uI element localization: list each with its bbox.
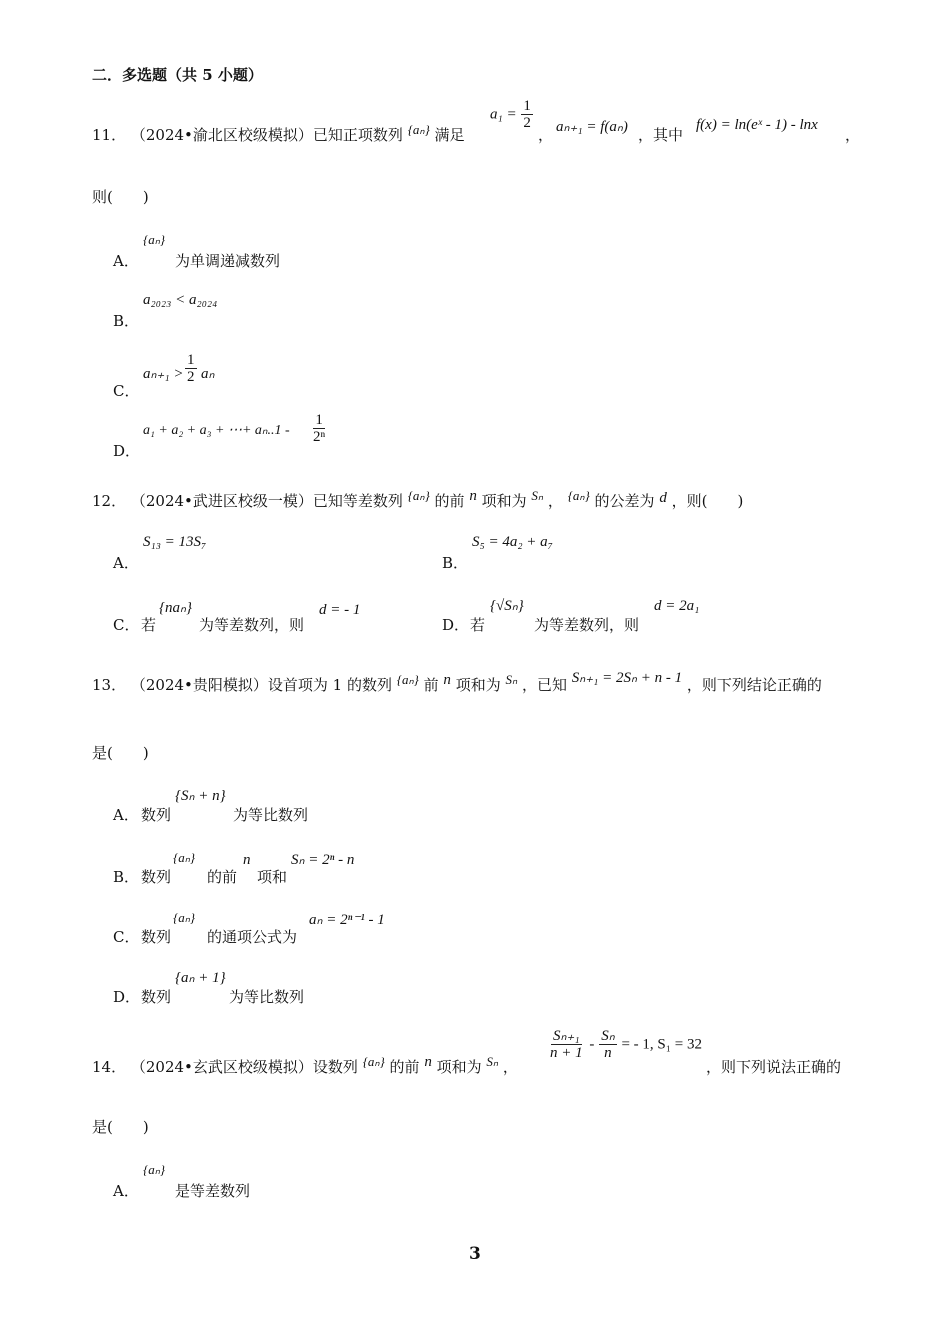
- option-text: 数列: [141, 988, 172, 1006]
- math-recurrence: aₙ₊₁ = f(aₙ): [556, 119, 628, 135]
- option-math: {√Sₙ}: [490, 598, 524, 614]
- stem-text: ，则下列结论正确的: [686, 676, 822, 694]
- question-source: （2024•玄武区校级模拟）设数列: [130, 1058, 358, 1076]
- option-label: B．: [113, 312, 140, 330]
- option-label: A．: [113, 554, 139, 572]
- section-title: 二．多选题（共 5 小题）: [92, 66, 263, 84]
- fraction-num: 1: [523, 98, 531, 114]
- math-sum: Sₙ: [531, 488, 544, 503]
- math-sequence: {aₙ}: [567, 488, 590, 503]
- question-source: （2024•渝北区校级模拟）已知正项数列: [130, 126, 403, 144]
- math-equation: = - 1, S₁ = 32: [621, 1036, 702, 1053]
- option-label: D．: [442, 616, 470, 634]
- question-number: 13．: [92, 676, 127, 694]
- fraction-num: Sₙ₊₁: [553, 1028, 580, 1044]
- option-text: 是等差数列: [175, 1182, 251, 1200]
- fraction-den: 2: [187, 369, 195, 385]
- option-label: A．: [113, 806, 139, 824]
- option-math: {aₙ + 1}: [175, 970, 226, 986]
- question-14-stem: [92, 1056, 518, 1077]
- math-fraction: [599, 1028, 616, 1061]
- question-number: 14．: [92, 1058, 127, 1076]
- stem-text: 满足: [434, 126, 465, 144]
- stem-text: 前: [423, 676, 439, 694]
- fraction-den: 2: [523, 115, 531, 131]
- stem-text: ，其中: [638, 126, 684, 144]
- fraction-num: 1: [187, 352, 195, 368]
- option-text: 为等差数列，则: [534, 616, 640, 634]
- math-fraction: [521, 98, 533, 131]
- option-text: 项和: [257, 868, 288, 886]
- page-number: 3: [469, 1244, 481, 1264]
- question-14-bracket: 是( ): [92, 1118, 149, 1136]
- fraction-den: 2ⁿ: [313, 429, 326, 445]
- option-math: Sₙ = 2ⁿ - n: [291, 852, 355, 868]
- option-label: C．: [113, 928, 140, 946]
- math-sequence: {aₙ}: [396, 672, 419, 687]
- math-n: n: [243, 852, 251, 868]
- stem-comma: ，: [502, 1058, 518, 1076]
- option-label: A．: [113, 252, 139, 270]
- option-text: 的通项公式为: [207, 928, 298, 946]
- option-math: a₂₀₂₃ < a₂₀₂₄: [143, 292, 218, 308]
- option-label: C．: [113, 616, 140, 634]
- stem-text: 项和为: [481, 492, 527, 510]
- option-label: B．: [442, 554, 469, 572]
- math-n: n: [469, 488, 477, 504]
- question-source: （2024•武进区校级一模）已知等差数列: [130, 492, 403, 510]
- option-math: aₙ₊₁ >: [143, 366, 184, 382]
- stem-text: 项和为: [455, 676, 501, 694]
- fraction-den: n + 1: [550, 1045, 583, 1061]
- option-math: S₅ = 4a₂ + a₇: [472, 534, 553, 550]
- math-n: n: [443, 672, 451, 688]
- math-fraction: [548, 1028, 585, 1061]
- option-math: aₙ = 2ⁿ⁻¹ - 1: [309, 912, 385, 928]
- question-13-bracket: 是( ): [92, 744, 149, 762]
- option-label: B．: [113, 868, 140, 886]
- option-text: 数列: [141, 806, 172, 824]
- math-a1-eq: [490, 98, 533, 131]
- question-11-stem: [92, 124, 465, 145]
- option-label: A．: [113, 1182, 139, 1200]
- option-text: 数列: [141, 868, 172, 886]
- fraction-num: Sₙ: [601, 1028, 615, 1044]
- option-label: C．: [113, 382, 140, 400]
- math-function: f(x) = ln(eˣ - 1) - lnx: [696, 117, 818, 133]
- question-number: 12．: [92, 492, 127, 510]
- option-math: d = - 1: [319, 602, 361, 618]
- math-a1: a₁ =: [490, 106, 517, 123]
- option-text: 为单调递减数列: [175, 252, 281, 270]
- math-sum: Sₙ: [486, 1054, 499, 1069]
- stem-text: ，已知: [521, 676, 567, 694]
- option-text: 为等比数列: [233, 806, 309, 824]
- option-math: {aₙ}: [143, 232, 166, 247]
- stem-text: ，则下列说法正确的: [706, 1058, 842, 1076]
- question-11-bracket: 则( ): [92, 188, 149, 206]
- option-label: D．: [113, 442, 141, 460]
- option-math: {Sₙ + n}: [175, 788, 226, 804]
- option-text: 的前: [207, 868, 238, 886]
- option-text: 为等差数列，则: [199, 616, 305, 634]
- option-math: d = 2a₁: [654, 598, 700, 614]
- option-math: a₁ + a₂ + a₃ + ⋯+ aₙ..1 -: [143, 423, 290, 438]
- option-math: {aₙ}: [143, 1162, 166, 1177]
- option-label: D．: [113, 988, 141, 1006]
- stem-text: 的前: [389, 1058, 420, 1076]
- math-minus: -: [589, 1036, 595, 1053]
- question-source: （2024•贵阳模拟）设首项为 1 的数列: [130, 676, 392, 694]
- question-12-stem: [92, 490, 743, 511]
- math-d: d: [659, 490, 667, 506]
- option-text: 若: [470, 616, 486, 634]
- math-sequence: {aₙ}: [362, 1054, 385, 1069]
- math-n: n: [424, 1054, 432, 1070]
- math-fraction: [311, 412, 327, 445]
- math-sum: Sₙ: [505, 672, 518, 687]
- stem-text: ，则( ): [671, 492, 744, 510]
- stem-text: 的前: [434, 492, 465, 510]
- option-math: {naₙ}: [159, 600, 192, 616]
- question-number: 11．: [92, 126, 127, 144]
- stem-text: 项和为: [436, 1058, 482, 1076]
- stem-comma: ，: [845, 126, 861, 144]
- option-text: 若: [141, 616, 157, 634]
- option-math: {aₙ}: [173, 910, 196, 925]
- math-sequence: {aₙ}: [407, 122, 430, 137]
- math-fraction-equation: [548, 1028, 702, 1061]
- option-math: S₁₃ = 13S₇: [143, 534, 207, 550]
- math-recurrence: Sₙ₊₁ = 2Sₙ + n - 1: [571, 670, 683, 686]
- stem-comma: ，: [547, 492, 563, 510]
- fraction-den: n: [604, 1045, 612, 1061]
- option-math: {aₙ}: [173, 850, 196, 865]
- stem-comma: ，: [538, 126, 554, 144]
- question-13-stem: [92, 670, 822, 695]
- math-fraction: [185, 352, 197, 385]
- fraction-num: 1: [315, 412, 323, 428]
- stem-text: 的公差为: [594, 492, 655, 510]
- option-text: 为等比数列: [229, 988, 305, 1006]
- math-sequence: {aₙ}: [407, 488, 430, 503]
- option-math: aₙ: [201, 366, 215, 382]
- option-text: 数列: [141, 928, 172, 946]
